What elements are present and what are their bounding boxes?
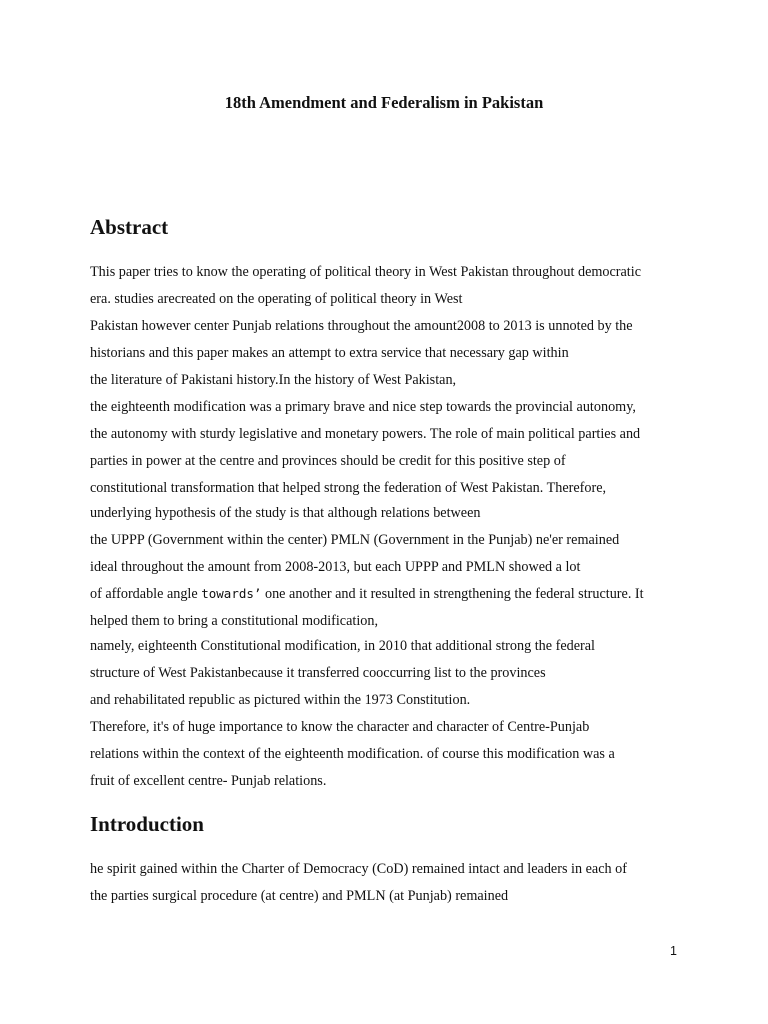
abstract-line: ideal throughout the amount from 2008-2013, but each UPPP and PMLN showed a lot <box>90 559 581 575</box>
abstract-line-mono-word: towards’ <box>201 586 262 601</box>
abstract-line: constitutional transformation that helped strong the federation of West Pakistan. Therefore, <box>90 480 607 496</box>
abstract-line: and rehabilitated republic as pictured within the 1973 Constitution. <box>90 692 471 708</box>
abstract-line: the autonomy with sturdy legislative and monetary powers. The role of main political parties and <box>90 426 641 442</box>
introduction-line: he spirit gained within the Charter of Democracy (CoD) remained intact and leaders in each of <box>90 861 627 877</box>
abstract-line <box>90 584 644 604</box>
abstract-line-segment: one another and it resulted in strengthening the federal structure. It <box>261 586 644 602</box>
abstract-heading: Abstract <box>90 215 169 239</box>
abstract-line: historians and this paper makes an attempt to extra service that necessary gap within <box>90 345 569 361</box>
abstract-line: fruit of excellent centre- Punjab relations. <box>90 773 327 789</box>
abstract-line: helped them to bring a constitutional modification, <box>90 613 379 629</box>
abstract-line: This paper tries to know the operating of political theory in West Pakistan throughout democratic <box>90 264 641 280</box>
page-number: 1 <box>670 944 677 958</box>
abstract-line: the literature of Pakistani history.In the history of West Pakistan, <box>90 372 457 388</box>
abstract-line: namely, eighteenth Constitutional modification, in 2010 that additional strong the federal <box>90 638 595 654</box>
abstract-line-segment: of affordable angle <box>90 586 202 602</box>
introduction-heading: Introduction <box>90 812 204 836</box>
introduction-line: the parties surgical procedure (at centre) and PMLN (at Punjab) remained <box>90 888 509 904</box>
abstract-line: era. studies arecreated on the operating of political theory in West <box>90 291 463 307</box>
abstract-line: parties in power at the centre and provinces should be credit for this positive step of <box>90 453 566 469</box>
abstract-line: the eighteenth modification was a primary brave and nice step towards the provincial autonomy, <box>90 399 636 415</box>
abstract-line: Therefore, it's of huge importance to know the character and character of Centre-Punjab <box>90 719 590 735</box>
abstract-line: structure of West Pakistanbecause it transferred cooccurring list to the provinces <box>90 665 546 681</box>
abstract-line: relations within the context of the eighteenth modification. of course this modification was a <box>90 746 615 762</box>
abstract-line: underlying hypothesis of the study is that although relations between <box>90 505 481 521</box>
abstract-line: the UPPP (Government within the center) PMLN (Government in the Punjab) ne'er remained <box>90 532 620 548</box>
document-title: 18th Amendment and Federalism in Pakistan <box>224 93 544 112</box>
abstract-line: Pakistan however center Punjab relations throughout the amount2008 to 2013 is unnoted by the <box>90 318 633 334</box>
